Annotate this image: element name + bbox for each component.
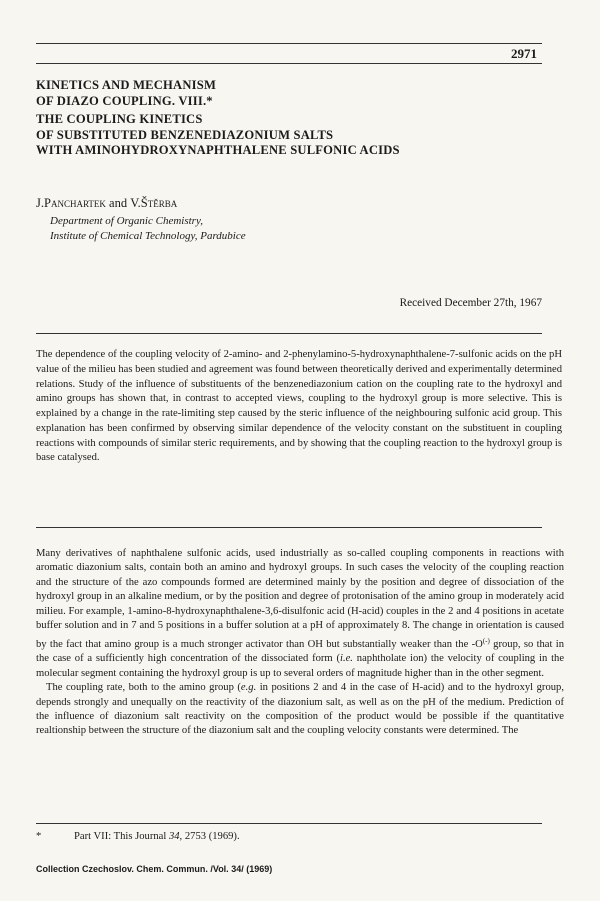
header-rule-bottom (36, 63, 542, 64)
affiliation (50, 214, 246, 243)
header-rule-top (36, 43, 542, 44)
title-line-4: OF SUBSTITUTED BENZENEDIAZONIUM SALTS (36, 127, 334, 142)
page-number: 2971 (511, 46, 537, 61)
paragraph-1: Many derivatives of naphthalene sulfonic acids, used industrially as so-called coupling components in reactions with aromatic diazonium salts, contain both an amino and hydroxyl groups. In such cases the velocity of the coupling reaction and the structure of the azo compounds formed are determined mainly by the position and degree of dissociation of the hydroxyl group in an alkaline medium, or by the position and degree of protonisation of the amino group in moderately acid milieu. For example, 1-amino-8-hydroxynaphthalene-3,6-disulfonic acid (H-acid) couples in the 2 and 4 positions in acetate buffer solution and in 7 and 5 positions in a buffer solution at a pH of approximately 8. The change in orientation is caused by the fact that amino group is a much stronger activator than OH but substantially weaker than the -O(-) group, so that in the case of a sufficiently high concentration of the dissociated form (i.e. naphtholate ion) the velocity of coupling in the molecular segment containing the hydroxyl group is up to several orders of magnitude higher than in the other segment. (36, 548, 565, 679)
abstract-rule-bottom (36, 527, 542, 528)
received-date: Received December 27th, 1967 (399, 297, 542, 309)
title-line-3: THE COUPLING KINETICS (36, 112, 203, 126)
authors (36, 196, 177, 211)
article-title (36, 78, 566, 159)
title-line-2: OF DIAZO COUPLING. VIII.* (36, 93, 213, 108)
footnote-marker: * (36, 831, 42, 842)
body-text (36, 547, 564, 739)
title-line-1: KINETICS AND MECHANISM (36, 78, 217, 92)
naphtholate-symbol: -O (471, 638, 483, 650)
author-1: J.Panchartek (36, 196, 106, 210)
journal-footer: Collection Czechoslov. Chem. Commun. /Vol. 34/ (1969) (36, 864, 273, 874)
title-line-5: WITH AMINOHYDROXYNAPHTHALENE SULFONIC ACIDS (36, 143, 400, 157)
paragraph-2: The coupling rate, both to the amino group (e.g. in positions 2 and 4 in the case of H-acid) and to the hydroxyl group, depends strongly and unequally on the reactivity of the diazonium salt, as well as on the pH of the medium. Prediction of the influence of diazonium salt reactivity on the composition of the product would be possible if the quantitative realtionship between the structure of the diazonium salt and the coupling velocity constants were determined. The (36, 682, 564, 737)
footnote-volume: 34, (168, 831, 183, 842)
affiliation-line-1: Department of Organic Chemistry, (50, 215, 203, 227)
abstract-rule-top (36, 333, 542, 334)
footnote-rule (36, 823, 542, 824)
abstract: The dependence of the coupling velocity of 2-amino- and 2-phenylamino-5-hydroxynaphthalene-7-sulfonic acids on the pH value of the milieu has been studied and agreement was found between theoretically derived and experimentally determined relations. Study of the influence of substituents of the benzenediazonium cation on the coupling rate to the hydroxyl and amino groups has shown that, in contrast to accepted views, coupling to the hydroxyl group is more selective. This is explained by a change in the rate-limiting step caused by the steric influence of the neighbouring sulfonic acid group. This explanation has been confirmed by observing similar dependence of the velocity constant on the substituent in coupling reactions with compounds of similar steric requirements, and by showing that the coupling reaction to the hydroxyl group is base catalysed. (36, 349, 562, 464)
footnote: * Part VII: This Journal 34, 2753 (1969). (36, 831, 240, 842)
author-2: V.Štěrba (130, 196, 178, 210)
affiliation-line-2: Institute of Chemical Technology, Pardubice (50, 229, 246, 242)
author-conjunction: and (109, 196, 128, 210)
